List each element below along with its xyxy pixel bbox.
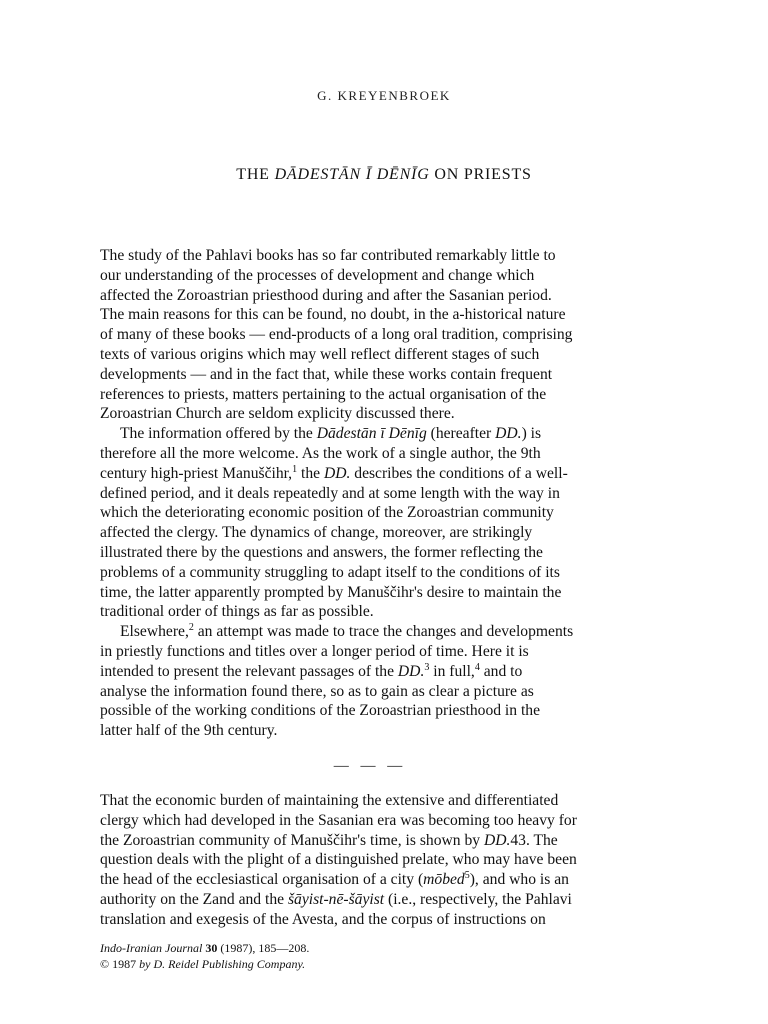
text-span: (hereafter — [426, 425, 496, 443]
text-line: of many of these books — end-products of a long oral tradition, comprising — [100, 326, 573, 344]
copyright-line — [100, 956, 309, 972]
publisher: by D. Reidel Publishing Company. — [139, 957, 306, 971]
text-line: The study of the Pahlavi books has so far contributed remarkably little to — [100, 247, 556, 264]
text-line — [100, 870, 640, 890]
publication-footer — [100, 940, 309, 972]
italic-span: DD. — [397, 662, 425, 680]
journal-volume: 30 — [205, 941, 218, 955]
text-line: defined period, and it deals repeatedly and at some length with the way in — [100, 484, 560, 502]
text-line: The main reasons for this can be found, no doubt, in the a-historical nature — [100, 306, 566, 324]
text-span: describes the conditions of a well- — [350, 464, 568, 482]
text-span: the — [297, 464, 324, 482]
text-line: affected the Zoroastrian priesthood during and after the Sasanian period. — [100, 286, 552, 304]
section-divider: — — — — [333, 757, 407, 774]
footnote-ref: 2 — [188, 621, 194, 633]
article-title — [0, 166, 768, 184]
text-line: therefore all the more welcome. As the work of a single author, the 9th — [100, 444, 541, 462]
text-span: Elsewhere, — [120, 623, 189, 641]
footnote-ref: 1 — [292, 463, 298, 475]
text-span: ) is — [521, 425, 542, 443]
text-span: in full, — [429, 662, 475, 680]
copyright-year: © 1987 — [100, 957, 140, 971]
text-span: century high-priest Manuščihr, — [100, 464, 293, 482]
text-span: (i.e., respectively, the Pahlavi — [384, 890, 572, 908]
text-span: the head of the ecclesiastical organisation of a city ( — [100, 871, 424, 889]
running-header-author: G. KREYENBROEK — [317, 88, 451, 103]
italic-span: šāyist-nē-šāyist — [287, 890, 385, 908]
paragraph-4 — [100, 791, 640, 930]
text-line: translation and exegesis of the Avesta, and the corpus of instructions on — [100, 910, 546, 928]
text-line: traditional order of things as far as possible. — [100, 603, 374, 621]
text-line: which the deteriorating economic position of the Zoroastrian community — [100, 504, 554, 522]
article-body — [100, 246, 640, 930]
text-line — [100, 662, 640, 682]
text-line: our understanding of the processes of development and change which — [100, 266, 535, 284]
title-pre: THE — [236, 166, 275, 183]
text-line: analyse the information found there, so as to gain as clear a picture as — [100, 682, 534, 700]
journal-citation — [100, 940, 309, 956]
text-line: That the economic burden of maintaining the extensive and differentiated — [100, 791, 559, 809]
italic-span: DD. — [483, 831, 511, 849]
journal-name: Indo-Iranian Journal — [100, 941, 203, 955]
text-line — [100, 464, 640, 484]
footnote-ref: 5 — [464, 869, 470, 881]
text-line: Zoroastrian Church are seldom explicity discussed there. — [100, 405, 455, 423]
text-span: intended to present the relevant passages of the — [100, 662, 398, 680]
text-line: developments — and in the fact that, while these works contain frequent — [100, 365, 553, 383]
title-post: ON PRIESTS — [429, 166, 532, 183]
text-line: question deals with the plight of a distinguished prelate, who may have been — [100, 851, 577, 869]
text-span: the Zoroastrian community of Manuščihr's time, is shown by — [100, 831, 484, 849]
italic-span: DD. — [323, 464, 351, 482]
text-line: affected the clergy. The dynamics of change, moreover, are strikingly — [100, 524, 533, 542]
text-line: possible of the working conditions of the Zoroastrian priesthood in the — [100, 702, 541, 720]
text-span: and to — [479, 662, 523, 680]
text-span: authority on the Zand and the — [100, 890, 288, 908]
paragraph-2 — [100, 424, 640, 622]
text-span: an attempt was made to trace the changes and developments — [193, 623, 574, 641]
text-line: latter half of the 9th century. — [100, 722, 278, 740]
text-span: The information offered by the — [120, 425, 317, 443]
text-line: problems of a community struggling to adapt itself to the conditions of its — [100, 563, 560, 581]
text-line: in priestly functions and titles over a longer period of time. Here it is — [100, 642, 529, 660]
text-line: illustrated there by the questions and answers, the former reflecting the — [100, 543, 543, 561]
paragraph-3 — [100, 622, 640, 741]
text-line: references to priests, matters pertaining to the actual organisation of the — [100, 385, 547, 403]
title-italic: DĀDESTĀN Ī DĒNĪG — [274, 166, 430, 183]
journal-pages: (1987), 185—208. — [217, 941, 310, 955]
italic-span: Dādestān ī Dēnīg — [316, 425, 427, 443]
text-line — [100, 622, 640, 642]
text-line: texts of various origins which may well reflect different stages of such — [100, 345, 540, 363]
footnote-ref: 4 — [474, 661, 480, 673]
text-line — [100, 890, 640, 910]
text-line: time, the latter apparently prompted by Manuščihr's desire to maintain the — [100, 583, 562, 601]
text-span: ), and who is an — [469, 871, 569, 889]
italic-span: DD. — [495, 425, 522, 443]
footnote-ref: 3 — [424, 661, 430, 673]
text-line: clergy which had developed in the Sasanian era was becoming too heavy for — [100, 811, 577, 829]
paragraph-1 — [100, 246, 640, 424]
text-line — [100, 424, 640, 444]
text-line — [100, 831, 640, 851]
text-span: 43. The — [510, 831, 558, 849]
italic-span: mōbed — [423, 871, 465, 889]
